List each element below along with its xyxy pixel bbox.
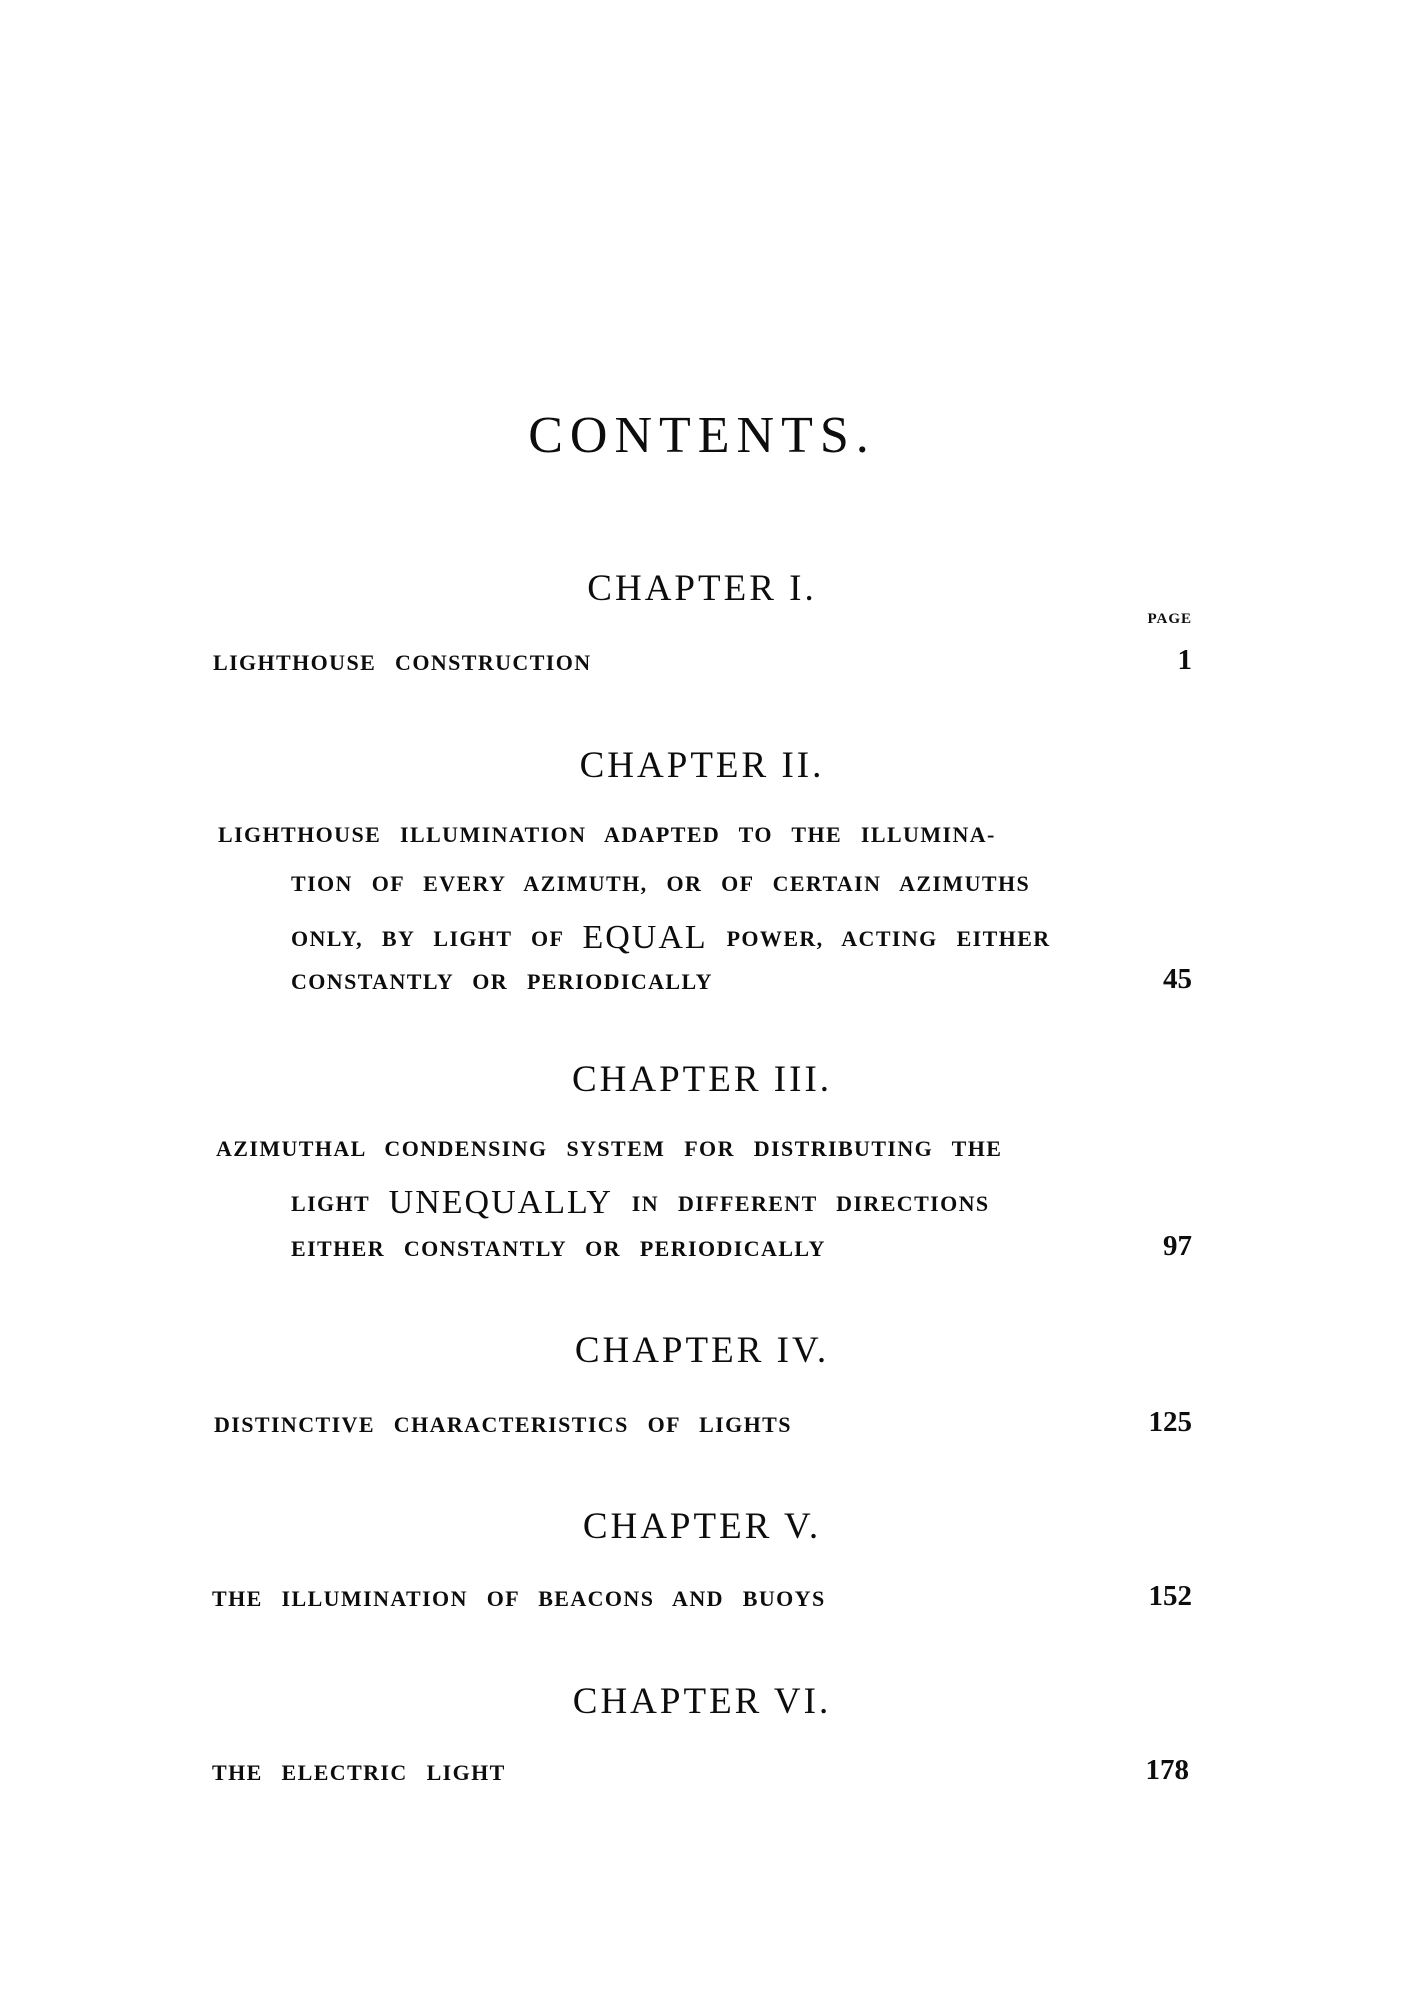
chapter-description: TION OF EVERY AZIMUTH, OR OF CERTAIN AZIMUTHS	[291, 871, 1031, 896]
chapter-description	[291, 921, 1051, 955]
emphasized-word: EQUAL	[582, 919, 708, 956]
contents-title: CONTENTS.	[528, 407, 876, 464]
chapter-description: EITHER CONSTANTLY OR PERIODICALLY	[291, 1236, 826, 1261]
text-run: ONLY, BY LIGHT OF	[291, 926, 564, 951]
chapter-description: AZIMUTHAL CONDENSING SYSTEM FOR DISTRIBUTING THE	[216, 1136, 1003, 1161]
page-number: 178	[1145, 1754, 1189, 1786]
chapter-heading: CHAPTER V.	[582, 1506, 822, 1547]
page-column-label: PAGE	[1147, 611, 1192, 627]
text-run: POWER, ACTING EITHER	[726, 926, 1051, 951]
chapter-description: THE ELECTRIC LIGHT	[212, 1760, 506, 1785]
chapter-description: CONSTANTLY OR PERIODICALLY	[291, 969, 713, 994]
page-number: 152	[1148, 1580, 1192, 1612]
chapter-description: LIGHTHOUSE ILLUMINATION ADAPTED TO THE ILLUMINA-	[218, 822, 996, 847]
chapter-heading: CHAPTER I.	[587, 568, 817, 609]
chapter-description: THE ILLUMINATION OF BEACONS AND BUOYS	[212, 1586, 826, 1611]
page-number: 1	[1177, 644, 1192, 676]
text-run: LIGHT	[291, 1191, 370, 1216]
chapter-heading: CHAPTER II.	[579, 745, 825, 786]
chapter-heading: CHAPTER III.	[571, 1059, 833, 1100]
chapter-description	[291, 1186, 990, 1220]
page-number: 45	[1163, 963, 1192, 995]
page-number: 125	[1148, 1406, 1192, 1438]
chapter-heading: CHAPTER VI.	[572, 1681, 832, 1722]
chapter-description: DISTINCTIVE CHARACTERISTICS OF LIGHTS	[214, 1412, 792, 1437]
page-number: 97	[1163, 1230, 1192, 1262]
chapter-heading: CHAPTER IV.	[574, 1330, 830, 1371]
chapter-description: LIGHTHOUSE CONSTRUCTION	[213, 650, 592, 675]
emphasized-word: UNEQUALLY	[388, 1184, 613, 1221]
text-run: IN DIFFERENT DIRECTIONS	[631, 1191, 990, 1216]
